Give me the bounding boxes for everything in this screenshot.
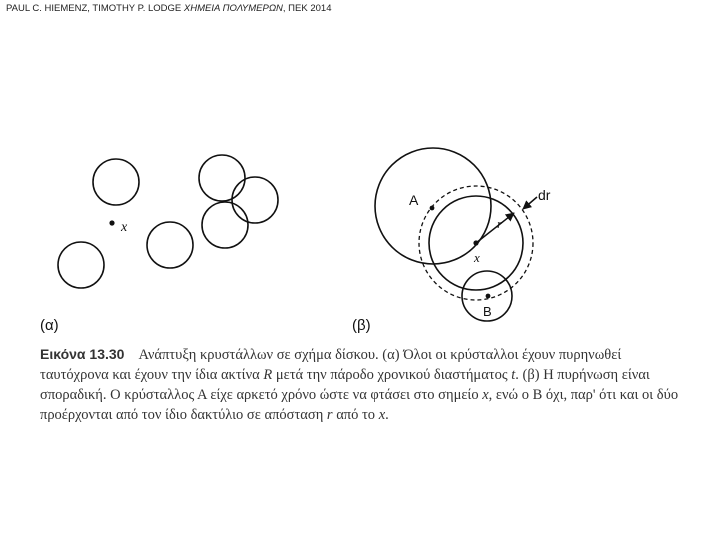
crystal-b-dot	[486, 294, 491, 299]
caption-text: , ενώ ο Β όχι, παρ' ότι και οι δύο προέρχονται από τον ίδιο δακτύλιο σε απόσταση	[40, 387, 679, 423]
caption-text: Ανάπτυξη κρυστάλλων σε σχήμα δίσκου. (α) Όλοι οι κρύσταλλοι έχουν πυρηνωθεί ταυτόχρονα και έχουν την ίδια ακτίνα	[40, 347, 622, 383]
point-x-dot	[109, 220, 114, 225]
crystal-disk	[199, 155, 245, 201]
crystal-disk	[147, 222, 193, 268]
crystal-disk	[232, 177, 278, 223]
caption-text: από το	[332, 407, 379, 423]
figure-caption	[40, 344, 680, 425]
radius-arrow	[476, 213, 514, 243]
header-authors: PAUL C. HIEMENZ, TIMOTHY P. LODGE	[6, 3, 182, 14]
caption-label: Εικόνα 13.30	[40, 346, 125, 362]
panel-a-label: (α)	[40, 317, 59, 334]
point-x-dot	[473, 240, 478, 245]
label-b: B	[483, 304, 492, 319]
caption-text: .	[385, 407, 389, 423]
panel-b-label: (β)	[352, 317, 371, 334]
label-x: x	[474, 250, 480, 265]
caption-text: μετά την πάροδο χρονικού διαστήματος	[272, 367, 512, 383]
label-r: r	[497, 216, 503, 231]
caption-var-t: t	[511, 367, 516, 383]
crystal-disk	[58, 242, 104, 288]
panel-b	[375, 148, 537, 321]
caption-text: . (β) Η πυρήνωση είναι σποραδική. Ο κρύσταλλος Α είχε αρκετό χρόνο ώστε να φτάσει στο σημείο	[40, 367, 650, 403]
header-publisher-year: , ΠΕΚ 2014	[282, 3, 332, 14]
header-book-title: ΧΗΜΕΙΑ ΠΟΛΥΜΕΡΩΝ	[183, 3, 283, 14]
crystal-disk	[202, 202, 248, 248]
caption-var-r: r	[326, 407, 333, 423]
point-x-label: x	[121, 220, 128, 235]
crystal-a-dot	[430, 206, 435, 211]
crystal-disk	[93, 159, 139, 205]
caption-var-x: x	[378, 407, 386, 423]
caption-var-x: x	[482, 387, 489, 403]
label-a: A	[409, 192, 419, 208]
label-dr: dr	[538, 187, 551, 203]
panel-a	[58, 155, 278, 288]
dr-pointer	[523, 197, 537, 209]
caption-var-R: R	[263, 367, 273, 383]
